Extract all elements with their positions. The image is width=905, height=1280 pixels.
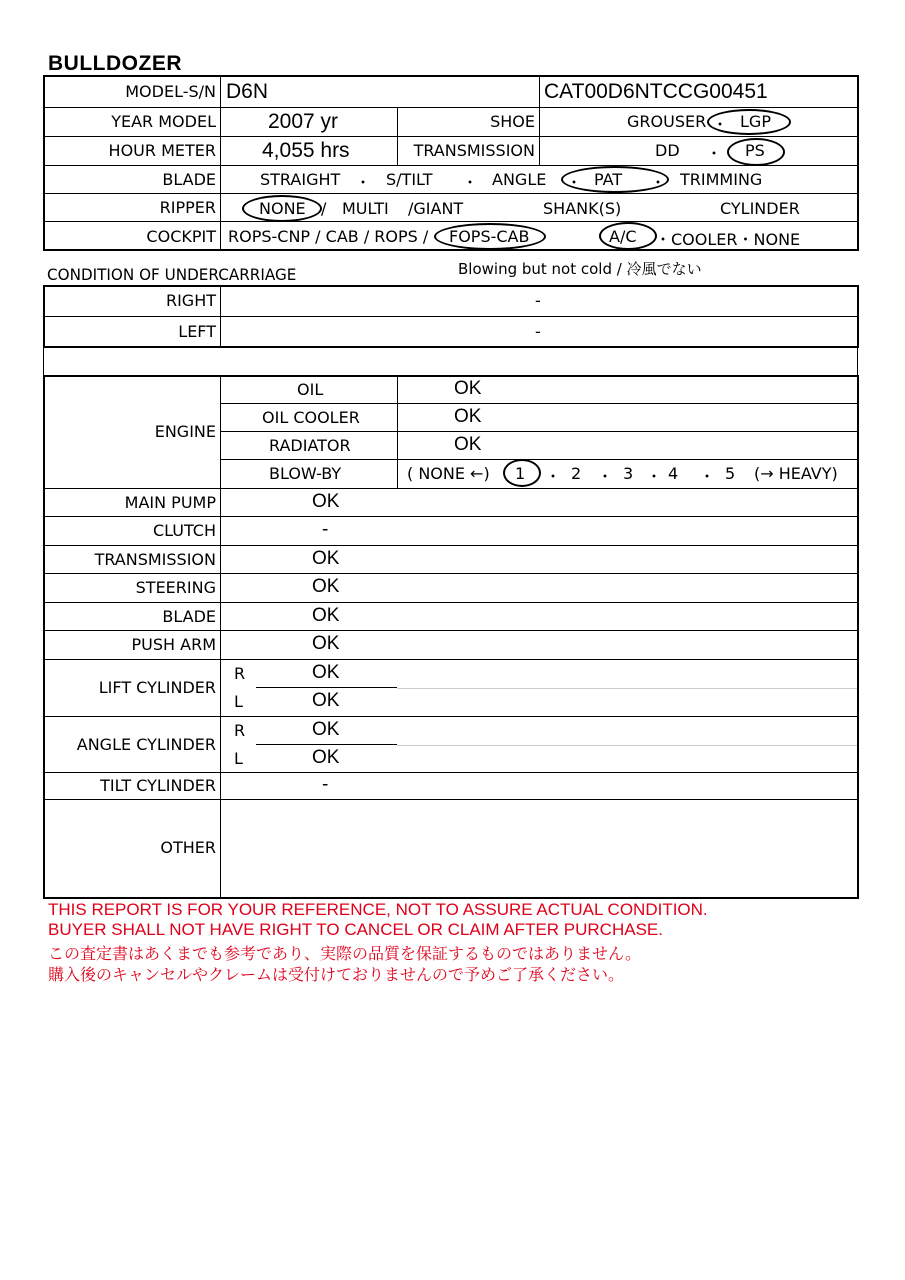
steering-label: STEERING bbox=[135, 578, 216, 597]
transmission-label: TRANSMISSION bbox=[413, 141, 535, 160]
tilt-cylinder-value: - bbox=[322, 774, 329, 795]
blowby-level-2: 2 bbox=[571, 464, 582, 483]
transmission-condition-value: OK bbox=[312, 548, 340, 569]
lift-r-value: OK bbox=[312, 662, 340, 683]
hour-meter-label: HOUR METER bbox=[108, 141, 216, 160]
blowby-level-1: 1 bbox=[515, 464, 526, 483]
undercarriage-right-label: RIGHT bbox=[165, 291, 216, 310]
main-pump-label: MAIN PUMP bbox=[124, 493, 216, 512]
blowby-separator: ・ bbox=[597, 467, 614, 486]
angle-r-value: OK bbox=[312, 719, 340, 740]
shoe-separator: ・ bbox=[712, 115, 729, 134]
model-sn-label: MODEL-S/N bbox=[125, 82, 216, 101]
clutch-label: CLUTCH bbox=[152, 521, 216, 540]
ac-selected-circle bbox=[599, 222, 657, 250]
oil-value: OK bbox=[454, 378, 482, 399]
transmission-option-dd: DD bbox=[655, 141, 680, 160]
angle-l-value: OK bbox=[312, 747, 340, 768]
lift-cylinder-label: LIFT CYLINDER bbox=[98, 678, 216, 697]
blade-type-label: BLADE bbox=[162, 170, 216, 189]
oil-label: OIL bbox=[297, 380, 324, 399]
ripper-option-shank: SHANK(S) bbox=[543, 199, 622, 218]
push-arm-label: PUSH ARM bbox=[131, 635, 216, 654]
transmission-selected-circle bbox=[727, 138, 785, 166]
blade-separator: ・ bbox=[355, 173, 372, 192]
shoe-selected-circle bbox=[707, 109, 791, 135]
blowby-level-4: 4 bbox=[668, 464, 679, 483]
blowby-separator: ・ bbox=[545, 467, 562, 486]
blowby-level-3: 3 bbox=[623, 464, 634, 483]
engine-label: ENGINE bbox=[154, 422, 216, 441]
blade-separator: ・ bbox=[566, 173, 583, 192]
transmission-option-ps: PS bbox=[745, 141, 765, 160]
hours-value: 4,055 hrs bbox=[262, 139, 350, 162]
radiator-value: OK bbox=[454, 434, 482, 455]
blowby-none: ( NONE ←) bbox=[407, 464, 490, 483]
ripper-option-cylinder: CYLINDER bbox=[720, 199, 800, 218]
blowby-separator: ・ bbox=[646, 467, 663, 486]
blade-option-pat: PAT bbox=[594, 170, 623, 189]
blade-condition-label: BLADE bbox=[162, 607, 216, 626]
blade-selected-circle bbox=[561, 166, 669, 193]
clutch-value: - bbox=[322, 519, 329, 540]
oil-cooler-value: OK bbox=[454, 406, 482, 427]
document-title: BULLDOZER bbox=[48, 52, 182, 75]
lift-l-value: OK bbox=[312, 690, 340, 711]
blowby-selected-circle bbox=[503, 459, 541, 487]
steering-value: OK bbox=[312, 576, 340, 597]
ripper-separator: / bbox=[321, 199, 327, 218]
blade-condition-value: OK bbox=[312, 605, 340, 626]
ripper-option-multi: MULTI bbox=[342, 199, 389, 218]
main-pump-value: OK bbox=[312, 491, 340, 512]
ac-note: Blowing but not cold / 冷風でない bbox=[458, 260, 702, 278]
angle-cylinder-label: ANGLE CYLINDER bbox=[76, 735, 216, 754]
cockpit-options-rops: ROPS-CNP / CAB / ROPS / bbox=[228, 227, 429, 246]
model-value: D6N bbox=[226, 80, 269, 103]
undercarriage-left-label: LEFT bbox=[178, 322, 216, 341]
blade-option-trimming: TRIMMING bbox=[680, 170, 763, 189]
disclaimer-line-3: この査定書はあくまでも参考であり、実際の品質を保証するものではありません。 bbox=[48, 944, 641, 963]
ripper-selected-circle bbox=[242, 195, 322, 222]
ripper-option-giant: /GIANT bbox=[408, 199, 464, 218]
tilt-cylinder-label: TILT CYLINDER bbox=[100, 776, 216, 795]
blade-separator: ・ bbox=[650, 173, 667, 192]
angle-l-label: L bbox=[234, 749, 243, 768]
disclaimer-line-4: 購入後のキャンセルやクレームは受付けておりませんので予めご了承ください。 bbox=[48, 965, 625, 984]
ripper-label: RIPPER bbox=[159, 198, 216, 217]
blade-option-stilt: S/TILT bbox=[386, 170, 433, 189]
disclaimer-line-1: THIS REPORT IS FOR YOUR REFERENCE, NOT TO ASSURE ACTUAL CONDITION. bbox=[48, 900, 708, 919]
transmission-separator: ・ bbox=[706, 144, 723, 163]
blade-separator: ・ bbox=[462, 173, 479, 192]
blowby-heavy: (→ HEAVY) bbox=[754, 464, 838, 483]
blowby-separator: ・ bbox=[699, 467, 716, 486]
disclaimer-line-2: BUYER SHALL NOT HAVE RIGHT TO CANCEL OR CLAIM AFTER PURCHASE. bbox=[48, 920, 663, 939]
shoe-label: SHOE bbox=[490, 112, 535, 131]
transmission-condition-label: TRANSMISSION bbox=[94, 550, 216, 569]
push-arm-value: OK bbox=[312, 633, 340, 654]
oil-cooler-label: OIL COOLER bbox=[262, 408, 360, 427]
undercarriage-heading: CONDITION OF UNDERCARRIAGE bbox=[47, 265, 297, 284]
blowby-level-5: 5 bbox=[725, 464, 736, 483]
lift-r-label: R bbox=[234, 664, 246, 683]
cockpit-selected-circle bbox=[434, 223, 546, 250]
shoe-option-lgp: LGP bbox=[740, 112, 771, 131]
undercarriage-left-value: - bbox=[535, 322, 541, 341]
ripper-option-none: NONE bbox=[259, 199, 306, 218]
radiator-label: RADIATOR bbox=[269, 436, 351, 455]
serial-number: CAT00D6NTCCG00451 bbox=[544, 80, 768, 103]
cockpit-label: COCKPIT bbox=[146, 227, 216, 246]
year-model-label: YEAR MODEL bbox=[111, 112, 216, 131]
year-value: 2007 yr bbox=[268, 110, 339, 133]
cockpit-option-fops-cab: FOPS-CAB bbox=[449, 227, 530, 246]
shoe-option-grouser: GROUSER bbox=[627, 112, 707, 131]
undercarriage-right-value: - bbox=[535, 291, 541, 310]
cockpit-option-ac: A/C bbox=[609, 227, 637, 246]
blade-option-angle: ANGLE bbox=[492, 170, 547, 189]
angle-r-label: R bbox=[234, 721, 246, 740]
blade-option-straight: STRAIGHT bbox=[260, 170, 341, 189]
blowby-label: BLOW-BY bbox=[269, 464, 342, 483]
cockpit-options-cooler-none: ・COOLER・NONE bbox=[655, 230, 801, 249]
lift-l-label: L bbox=[234, 692, 243, 711]
other-label: OTHER bbox=[160, 838, 216, 857]
